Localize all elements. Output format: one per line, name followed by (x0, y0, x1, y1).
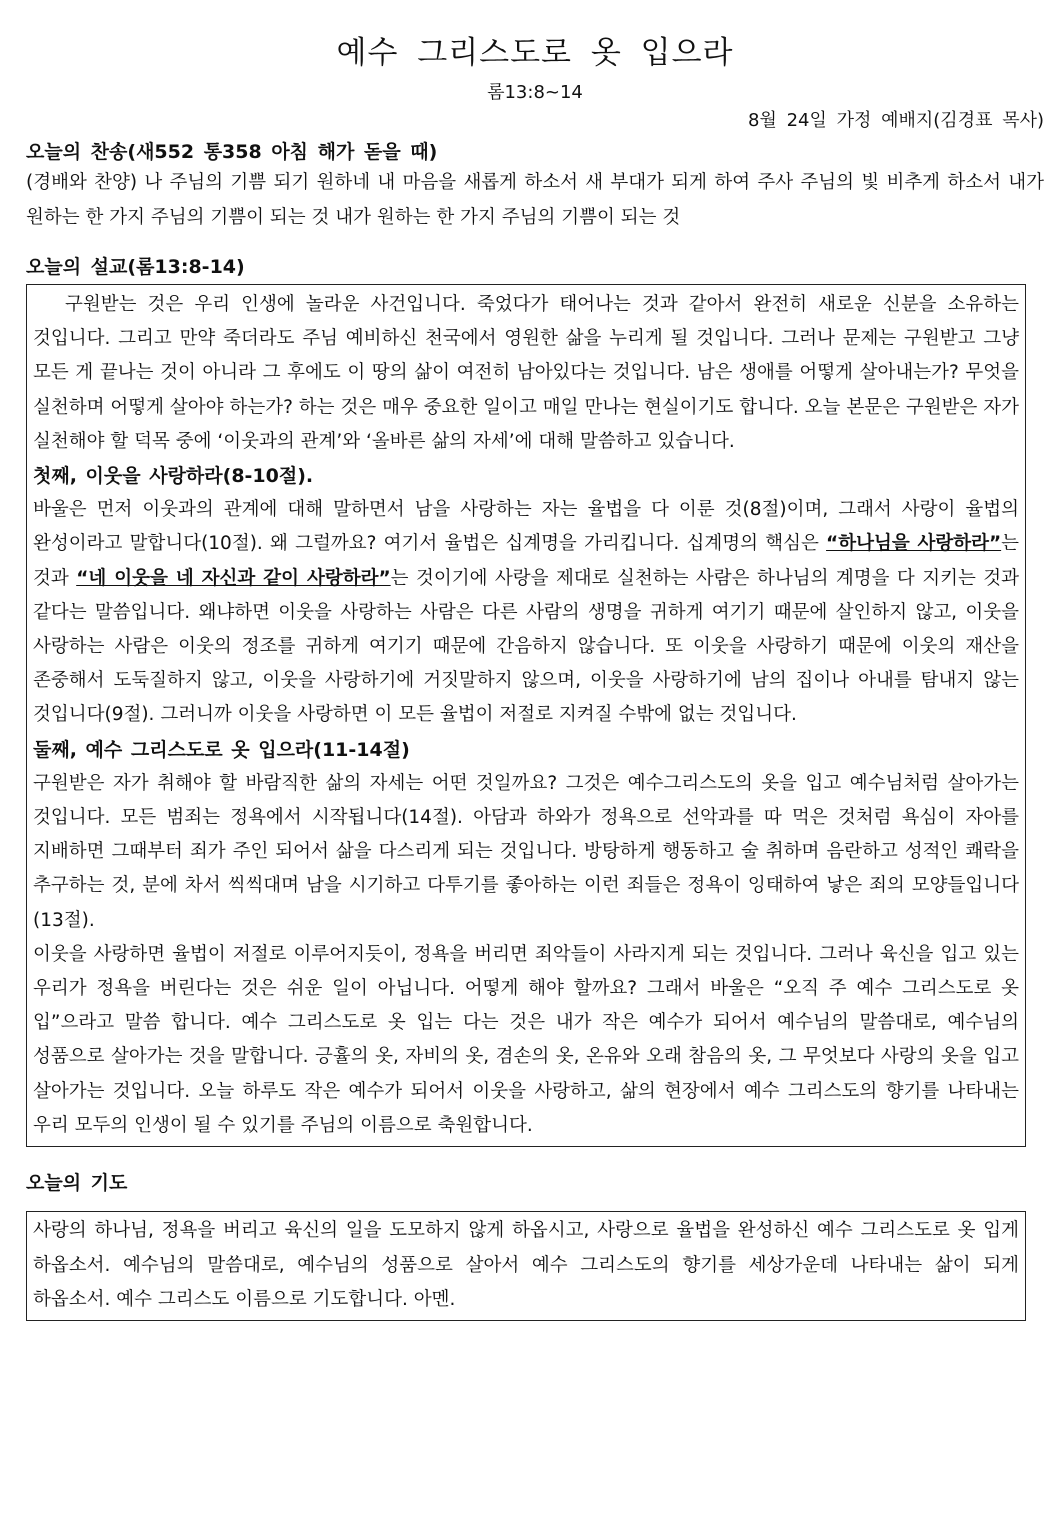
point1-text-c: 는 것이기에 사랑을 제대로 실천하는 사람은 하나님의 계명을 다 지키는 것과 같다는 말씀입니다. 왜냐하면 이웃을 사랑하는 사람은 다른 사람의 생명을 귀하게 여기기 때문에 살인하지 않고, 이웃을 사랑하는 사람은 이웃의 정조를 귀하게 여기기 때문에 간음하지 않습니다. 또 이웃을 사랑하기 때문에 이웃의 재산을 존중해서 도둑질하지 않고, 이웃을 사랑하기에 거짓말하지 않으며, 이웃을 사랑하기에 남의 집이나 아내를 탐내지 않는 것입니다(9절). 그러니까 이웃을 사랑하면 이 모든 율법이 저절로 지켜질 수밖에 없는 것입니다. (33, 567, 1020, 726)
point1-heading: 첫째, 이웃을 사랑하라(8-10절). (33, 465, 314, 488)
point1-text-a: 바울은 먼저 이웃과의 관계에 대해 말하면서 남을 사랑하는 자는 율법을 다 이룬 것(8절)이며, 그래서 사랑이 율법의 완성이라고 말합니다(10절). 왜 그럴까요? 여기서 율법은 십계명을 가리킵니다. 십계명의 핵심은 (33, 499, 1019, 555)
page-title: 예수 그리스도로 옷 입으라 (336, 35, 734, 71)
date-line: 8월 24일 가정 예배지(김경표 목사) (748, 110, 1044, 131)
point1-text (33, 493, 1019, 732)
scripture-reference: 롬13:8~14 (487, 82, 583, 103)
commandment-love-god: “하나님을 사랑하라” (826, 533, 1002, 555)
point2-text-1: 구원받은 자가 취해야 할 바람직한 삶의 자세는 어떤 것일까요? 그것은 예수그리스도의 옷을 입고 예수님처럼 살아가는 것입니다. 모든 범죄는 정욕에서 시작됩니다(14절). 아담과 하와가 정욕으로 선악과를 따 먹은 것처럼 욕심이 자아를 지배하면 그때부터 죄가 주인 되어서 삶을 다스리게 되는 것입니다. 방탕하게 행동하고 술 취하며 음란하고 성적인 쾌락을 추구하는 것, 분에 차서 씩씩대며 남을 시기하고 다투기를 좋아하는 이런 죄들은 정욕이 잉태하여 낳은 죄의 모양들입니다(13절). (33, 772, 1019, 931)
prayer-text: 사랑의 하나님, 정욕을 버리고 육신의 일을 도모하지 않게 하옵시고, 사랑으로 율법을 완성하신 예수 그리스도로 옷 입게 하옵소서. 예수님의 말씀대로, 예수님의 성품으로 살아서 예수 그리스도의 향기를 세상가운데 나타내는 삶이 되게 하옵소서. 예수 그리스도 이름으로 기도합니다. 아멘. (33, 1220, 1019, 1311)
commandment-love-neighbor: “네 이웃을 네 자신과 같이 사랑하라” (76, 567, 391, 589)
bulletin-page (26, 30, 1044, 1321)
hymn-heading: 오늘의 찬송(새552 통358 아침 해가 돋을 때) (26, 141, 438, 163)
sermon-intro: 구원받는 것은 우리 인생에 놀라운 사건입니다. 죽었다가 태어나는 것과 같아서 완전히 새로운 신분을 소유하는 것입니다. 그리고 만약 죽더라도 주님 예비하신 천국에서 영원한 삶을 누리게 될 것입니다. 그러나 문제는 구원받고 그냥 모든 게 끝나는 것이 아니라 그 후에도 이 땅의 삶이 여전히 남아있다는 것입니다. 남은 생애를 어떻게 살아내는가? 무엇을 실천하며 어떻게 살아야 하는가? 하는 것은 매우 중요한 일이고 매일 만나는 현실이기도 합니다. 오늘 본문은 구원받은 자가 실천해야 할 덕목 중에 ‘이웃과의 관계’와 ‘올바른 삶의 자세’에 대해 말씀하고 있습니다. (33, 294, 1019, 452)
prayer-heading: 오늘의 기도 (26, 1172, 128, 1195)
point2-heading: 둘째, 예수 그리스도로 옷 입으라(11-14절) (33, 738, 410, 761)
hymn-text: (경배와 찬양) 나 주님의 기쁨 되기 원하네 내 마음을 새롭게 하소서 새 부대가 되게 하여 주사 주님의 빛 비추게 하소서 내가 원하는 한 가지 주님의 기쁨이 되는 것 내가 원하는 한 가지 주님의 기쁨이 되는 것 (26, 172, 1044, 228)
point2-text-2: 이웃을 사랑하면 율법이 저절로 이루어지듯이, 정욕을 버리면 죄악들이 사라지게 되는 것입니다. 그러나 육신을 입고 있는 우리가 정욕을 버린다는 것은 쉬운 일이 아닙니다. 어떻게 해야 할까요? 그래서 바울은 “오직 주 예수 그리스도로 옷 입”으라고 말씀 합니다. 예수 그리스도로 옷 입는 다는 것은 내가 작은 예수가 되어서 예수님의 말씀대로, 예수님의 성품으로 살아가는 것을 말합니다. 긍휼의 옷, 자비의 옷, 겸손의 옷, 온유와 오래 참음의 옷, 그 무엇보다 사랑의 옷을 입고 살아가는 것입니다. 오늘 하루도 작은 예수가 되어서 이웃을 사랑하고, 삶의 현장에서 예수 그리스도의 향기를 나타내는 우리 모두의 인생이 될 수 있기를 주님의 이름으로 축원합니다. (33, 943, 1019, 1136)
prayer-box (26, 1211, 1026, 1321)
sermon-heading: 오늘의 설교(롬13:8-14) (26, 256, 245, 278)
point1-text-b: 는 것과 (33, 533, 1019, 589)
sermon-box (26, 284, 1026, 1147)
